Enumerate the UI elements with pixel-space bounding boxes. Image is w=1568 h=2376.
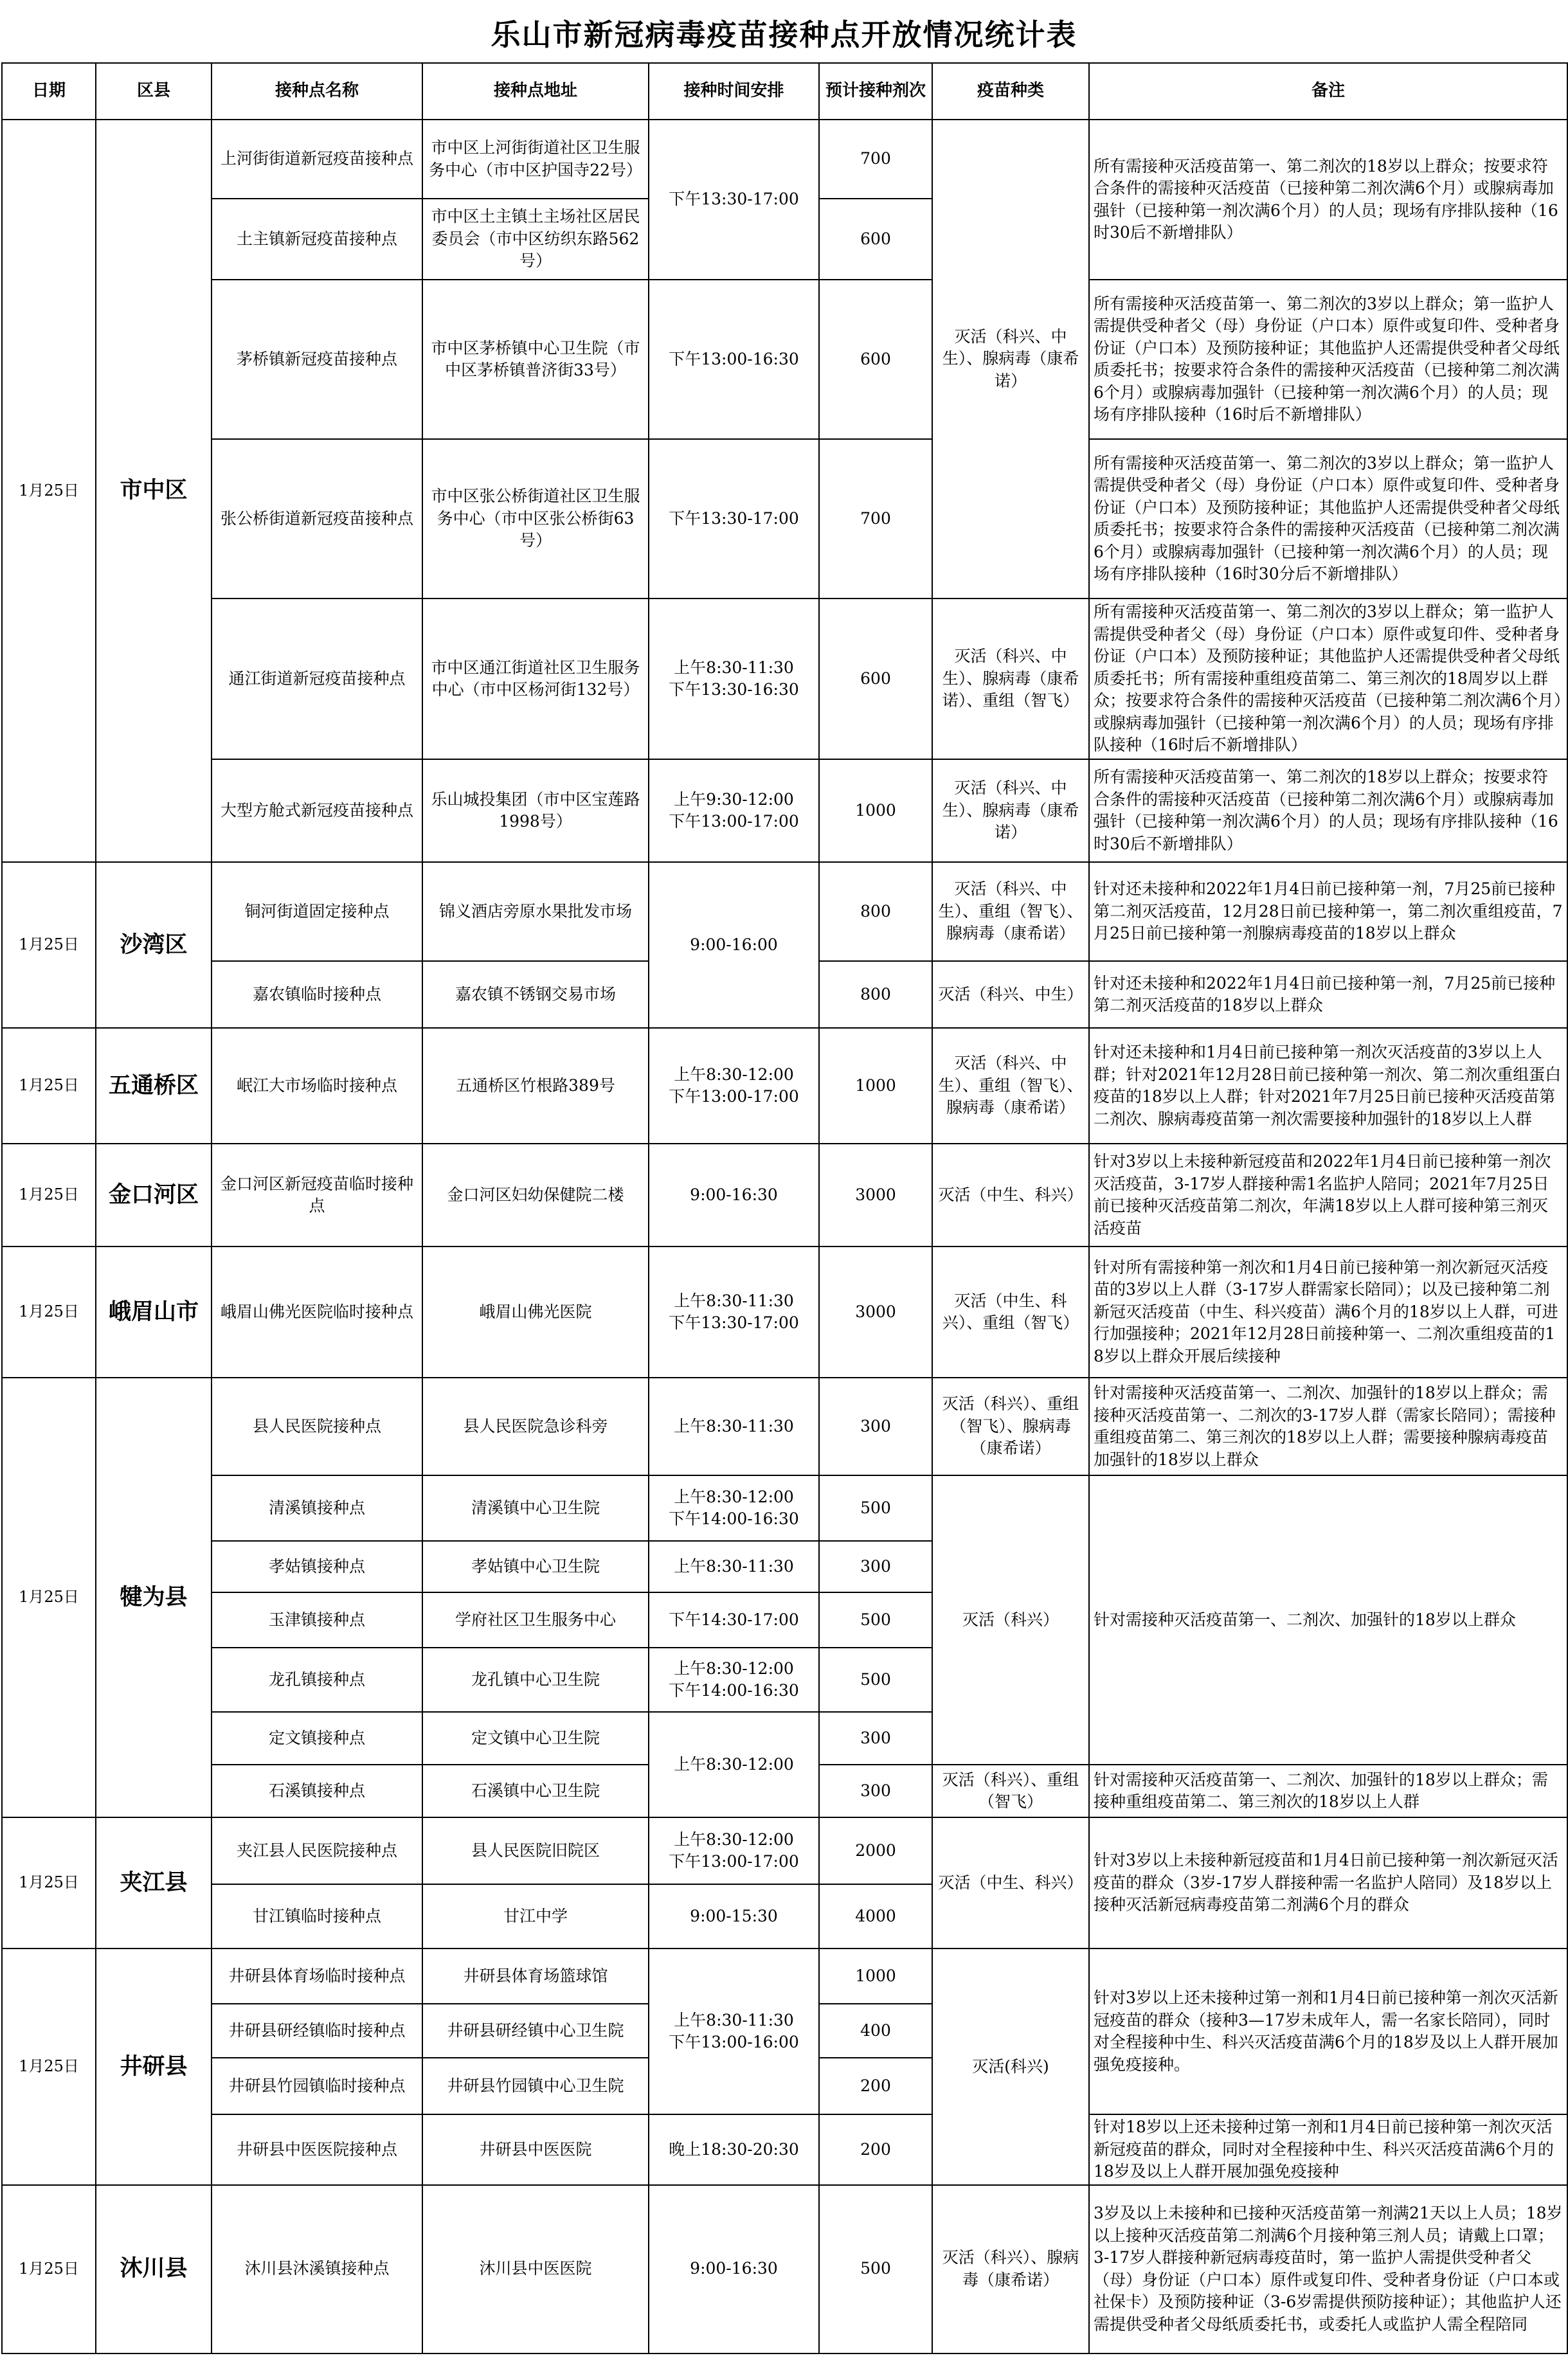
site-name-cell: 峨眉山佛光医院临时接种点	[212, 1246, 422, 1378]
table-row	[2, 1378, 1567, 1475]
site-name-cell: 孝姑镇接种点	[212, 1541, 422, 1592]
table-row	[2, 1028, 1567, 1144]
schedule-cell: 下午13:30-17:00	[649, 120, 819, 280]
site-address-cell: 县人民医院旧院区	[422, 1817, 649, 1884]
table-row	[2, 1949, 1567, 2004]
schedule-cell: 晚上18:30-20:30	[649, 2114, 819, 2185]
site-address-cell: 孝姑镇中心卫生院	[422, 1541, 649, 1592]
table-row	[2, 1817, 1567, 1884]
doses-cell: 500	[819, 1648, 932, 1712]
site-address-cell: 五通桥区竹根路389号	[422, 1028, 649, 1144]
doses-cell: 600	[819, 598, 932, 759]
header-county: 区县	[96, 63, 212, 120]
date-cell: 1月25日	[2, 120, 96, 862]
vaccine-type-cell: 灭活（科兴、中生）、腺病毒（康希诺）、重组（智飞）	[932, 598, 1089, 759]
header-date: 日期	[2, 63, 96, 120]
vaccine-type-cell: 灭活（科兴、中生）、重组（智飞）、腺病毒（康希诺）	[932, 1028, 1089, 1144]
site-address-cell: 甘江中学	[422, 1884, 649, 1949]
table-row	[2, 598, 1567, 759]
schedule-cell: 上午8:30-11:30 下午13:30-17:00	[649, 1246, 819, 1378]
schedule-cell: 9:00-16:30	[649, 1144, 819, 1246]
site-name-cell: 甘江镇临时接种点	[212, 1884, 422, 1949]
table-row	[2, 2114, 1567, 2185]
site-name-cell: 张公桥街道新冠疫苗接种点	[212, 439, 422, 598]
site-address-cell: 市中区土主镇土主场社区居民委员会（市中区纺织东路562号）	[422, 199, 649, 280]
notes-cell: 所有需接种灭活疫苗第一、第二剂次的18岁以上群众；按要求符合条件的需接种灭活疫苗（已接种第二剂次满6个月）或腺病毒加强针（已接种第一剂次满6个月）的人员；现场有序排队接种（16时30后不新增排队）	[1089, 759, 1567, 862]
header-schedule: 接种时间安排	[649, 63, 819, 120]
site-name-cell: 井研县体育场临时接种点	[212, 1949, 422, 2004]
county-cell: 夹江县	[96, 1817, 212, 1949]
site-name-cell: 县人民医院接种点	[212, 1378, 422, 1475]
header-site-name: 接种点名称	[212, 63, 422, 120]
site-name-cell: 井研县竹园镇临时接种点	[212, 2058, 422, 2114]
site-address-cell: 井研县竹园镇中心卫生院	[422, 2058, 649, 2114]
notes-cell: 针对还未接种和2022年1月4日前已接种第一剂，7月25前已接种第二剂灭活疫苗，12月28日前已接种第一，第二剂次重组疫苗，7月25日前已接种第一剂腺病毒疫苗的18岁以上群众	[1089, 862, 1567, 961]
doses-cell: 700	[819, 439, 932, 598]
site-name-cell: 岷江大市场临时接种点	[212, 1028, 422, 1144]
doses-cell: 800	[819, 862, 932, 961]
site-name-cell: 井研县中医医院接种点	[212, 2114, 422, 2185]
site-address-cell: 井研县研经镇中心卫生院	[422, 2004, 649, 2058]
header-row	[2, 63, 1567, 120]
doses-cell: 800	[819, 961, 932, 1028]
notes-cell: 针对3岁以上未接种新冠疫苗和1月4日前已接种第一剂次新冠灭活疫苗的群众（3岁-17岁人群接种需一名监护人陪同）及18岁以上接种灭活新冠病毒疫苗第二剂满6个月的群众	[1089, 1817, 1567, 1949]
doses-cell: 1000	[819, 1949, 932, 2004]
notes-cell: 所有需接种灭活疫苗第一、第二剂次的3岁以上群众；第一监护人需提供受种者父（母）身份证（户口本）原件或复印件、受种者身份证（户口本）及预防接种证；其他监护人还需提供受种者父母纸质委托书；按要求符合条件的需接种灭活疫苗（已接种第二剂次满6个月）或腺病毒加强针（已接种第一剂次满6个月）的人员；现场有序排队接种（16时后不新增排队）	[1089, 280, 1567, 439]
county-cell: 五通桥区	[96, 1028, 212, 1144]
table-row	[2, 1246, 1567, 1378]
doses-cell: 3000	[819, 1144, 932, 1246]
site-name-cell: 铜河街道固定接种点	[212, 862, 422, 961]
schedule-cell: 9:00-15:30	[649, 1884, 819, 1949]
notes-cell: 针对需接种灭活疫苗第一、二剂次、加强针的18岁以上群众	[1089, 1475, 1567, 1765]
county-cell: 井研县	[96, 1949, 212, 2185]
doses-cell: 500	[819, 1475, 932, 1541]
site-address-cell: 石溪镇中心卫生院	[422, 1765, 649, 1817]
site-address-cell: 清溪镇中心卫生院	[422, 1475, 649, 1541]
schedule-cell: 下午14:30-17:00	[649, 1592, 819, 1648]
date-cell: 1月25日	[2, 1246, 96, 1378]
doses-cell: 1000	[819, 1028, 932, 1144]
site-name-cell: 石溪镇接种点	[212, 1765, 422, 1817]
notes-cell: 针对需接种灭活疫苗第一、二剂次、加强针的18岁以上群众；需接种重组疫苗第二、第三剂次的18岁以上人群	[1089, 1765, 1567, 1817]
schedule-cell: 上午8:30-12:00 下午14:00-16:30	[649, 1648, 819, 1712]
vaccine-type-cell: 灭活（科兴、中生）、腺病毒（康希诺）	[932, 759, 1089, 862]
site-address-cell: 嘉农镇不锈钢交易市场	[422, 961, 649, 1028]
site-address-cell: 市中区上河街街道社区卫生服务中心（市中区护国寺22号）	[422, 120, 649, 199]
doses-cell: 700	[819, 120, 932, 199]
table-row	[2, 759, 1567, 862]
vaccine-type-cell: 灭活（科兴）、重组（智飞）	[932, 1765, 1089, 1817]
vaccine-type-cell: 灭活（科兴）	[932, 1475, 1089, 1765]
doses-cell: 1000	[819, 759, 932, 862]
table-row	[2, 439, 1567, 598]
site-name-cell: 定文镇接种点	[212, 1712, 422, 1765]
doses-cell: 300	[819, 1765, 932, 1817]
site-address-cell: 乐山城投集团（市中区宝莲路1998号）	[422, 759, 649, 862]
notes-cell: 针对所有需接种第一剂次和1月4日前已接种第一剂次新冠灭活疫苗的3岁以上人群（3-17岁人群需家长陪同）；以及已接种第二剂新冠灭活疫苗（中生、科兴疫苗）满6个月的18岁以上人群，可进行加强接种；2021年12月28日前接种第一、二剂次重组疫苗的18岁以上群众开展后续接种	[1089, 1246, 1567, 1378]
date-cell: 1月25日	[2, 1144, 96, 1246]
schedule-cell: 下午13:30-17:00	[649, 439, 819, 598]
doses-cell: 600	[819, 280, 932, 439]
header-site-address: 接种点地址	[422, 63, 649, 120]
notes-cell: 所有需接种灭活疫苗第一、第二剂次的3岁以上群众；第一监护人需提供受种者父（母）身份证（户口本）原件或复印件、受种者身份证（户口本）及预防接种证；其他监护人还需提供受种者父母纸质委托书；按要求符合条件的需接种灭活疫苗（已接种第二剂次满6个月）或腺病毒加强针（已接种第一剂次满6个月）的人员；现场有序排队接种（16时30分后不新增排队）	[1089, 439, 1567, 598]
page-title: 乐山市新冠病毒疫苗接种点开放情况统计表	[491, 17, 1077, 52]
schedule-cell: 9:00-16:00	[649, 862, 819, 1028]
table-row	[2, 862, 1567, 961]
notes-cell: 针对还未接种和2022年1月4日前已接种第一剂，7月25前已接种第二剂灭活疫苗的18岁以上群众	[1089, 961, 1567, 1028]
site-address-cell: 市中区张公桥街道社区卫生服务中心（市中区张公桥街63号）	[422, 439, 649, 598]
table-row	[2, 120, 1567, 199]
date-cell: 1月25日	[2, 1949, 96, 2185]
schedule-cell: 上午8:30-12:00 下午13:00-17:00	[649, 1817, 819, 1884]
schedule-cell: 上午8:30-11:30	[649, 1541, 819, 1592]
site-address-cell: 井研县体育场篮球馆	[422, 1949, 649, 2004]
site-name-cell: 龙孔镇接种点	[212, 1648, 422, 1712]
header-notes: 备注	[1089, 63, 1567, 120]
date-cell: 1月25日	[2, 862, 96, 1028]
notes-cell: 针对需接种灭活疫苗第一、二剂次、加强针的18岁以上群众；需接种灭活疫苗第一、二剂次的3-17岁人群（需家长陪同）；需接种重组疫苗第二、第三剂次的18岁以上人群；需要接种腺病毒疫苗加强针的18岁以上群众	[1089, 1378, 1567, 1475]
county-cell: 沐川县	[96, 2185, 212, 2354]
site-address-cell: 学府社区卫生服务中心	[422, 1592, 649, 1648]
site-address-cell: 县人民医院急诊科旁	[422, 1378, 649, 1475]
site-address-cell: 龙孔镇中心卫生院	[422, 1648, 649, 1712]
site-name-cell: 夹江县人民医院接种点	[212, 1817, 422, 1884]
site-address-cell: 井研县中医医院	[422, 2114, 649, 2185]
schedule-cell: 9:00-16:30	[649, 2185, 819, 2354]
schedule-cell: 上午8:30-12:00 下午13:00-17:00	[649, 1028, 819, 1144]
schedule-cell: 上午8:30-11:30 下午13:00-16:00	[649, 1949, 819, 2114]
schedule-cell: 上午8:30-12:00 下午14:00-16:30	[649, 1475, 819, 1541]
site-address-cell: 锦义酒店旁原水果批发市场	[422, 862, 649, 961]
date-cell: 1月25日	[2, 1817, 96, 1949]
county-cell: 峨眉山市	[96, 1246, 212, 1378]
site-address-cell: 金口河区妇幼保健院二楼	[422, 1144, 649, 1246]
schedule-cell: 上午8:30-11:30 下午13:30-16:30	[649, 598, 819, 759]
doses-cell: 400	[819, 2004, 932, 2058]
site-name-cell: 通江街道新冠疫苗接种点	[212, 598, 422, 759]
notes-cell: 针对3岁以上还未接种过第一剂和1月4日前已接种第一剂次灭活新冠疫苗的群众（接种3—17岁未成年人，需一名家长陪同），同时对全程接种中生、科兴灭活疫苗满6个月的18岁及以上人群开展加强免疫接种。	[1089, 1949, 1567, 2114]
vaccine-type-cell: 灭活（科兴）、重组（智飞）、腺病毒（康希诺）	[932, 1378, 1089, 1475]
vaccine-type-cell: 灭活（科兴、中生）	[932, 961, 1089, 1028]
doses-cell: 300	[819, 1712, 932, 1765]
date-cell: 1月25日	[2, 2185, 96, 2354]
vaccine-type-cell: 灭活（科兴）、腺病毒（康希诺）	[932, 2185, 1089, 2354]
table-row	[2, 1144, 1567, 1246]
county-cell: 犍为县	[96, 1378, 212, 1817]
doses-cell: 600	[819, 199, 932, 280]
notes-cell: 针对3岁以上未接种新冠疫苗和2022年1月4日前已接种第一剂次灭活疫苗，3-17岁人群接种需1名监护人陪同；2021年7月25日前已接种灭活疫苗第二剂次，年满18岁以上人群可接种第三剂灭活疫苗	[1089, 1144, 1567, 1246]
doses-cell: 200	[819, 2114, 932, 2185]
site-address-cell: 峨眉山佛光医院	[422, 1246, 649, 1378]
schedule-cell: 上午9:30-12:00 下午13:00-17:00	[649, 759, 819, 862]
site-name-cell: 土主镇新冠疫苗接种点	[212, 199, 422, 280]
doses-cell: 300	[819, 1541, 932, 1592]
doses-cell: 300	[819, 1378, 932, 1475]
doses-cell: 2000	[819, 1817, 932, 1884]
vaccine-type-cell: 灭活（科兴、中生）、重组（智飞）、腺病毒（康希诺）	[932, 862, 1089, 961]
site-name-cell: 茅桥镇新冠疫苗接种点	[212, 280, 422, 439]
schedule-cell: 上午8:30-12:00	[649, 1712, 819, 1817]
site-name-cell: 大型方舱式新冠疫苗接种点	[212, 759, 422, 862]
site-address-cell: 市中区茅桥镇中心卫生院（市中区茅桥镇普济街33号）	[422, 280, 649, 439]
site-name-cell: 金口河区新冠疫苗临时接种点	[212, 1144, 422, 1246]
site-address-cell: 沐川县中医医院	[422, 2185, 649, 2354]
vaccine-type-cell: 灭活（中生、科兴）、重组（智飞）	[932, 1246, 1089, 1378]
vaccination-table	[1, 62, 1568, 2354]
table-row	[2, 1475, 1567, 1541]
table-row	[2, 280, 1567, 439]
notes-cell: 所有需接种灭活疫苗第一、第二剂次的18岁以上群众；按要求符合条件的需接种灭活疫苗（已接种第二剂次满6个月）或腺病毒加强针（已接种第一剂次满6个月）的人员；现场有序排队接种（16时30后不新增排队）	[1089, 120, 1567, 280]
site-name-cell: 沐川县沐溪镇接种点	[212, 2185, 422, 2354]
doses-cell: 200	[819, 2058, 932, 2114]
vaccine-type-cell: 灭活（中生、科兴）	[932, 1817, 1089, 1949]
doses-cell: 3000	[819, 1246, 932, 1378]
notes-cell: 所有需接种灭活疫苗第一、第二剂次的3岁以上群众；第一监护人需提供受种者父（母）身份证（户口本）原件或复印件、受种者身份证（户口本）及预防接种证；其他监护人还需提供受种者父母纸质委托书；所有需接种重组疫苗第二、第三剂次的18周岁以上群众；按要求符合条件的需接种灭活疫苗（已接种第二剂次满6个月）或腺病毒加强针（已接种第一剂次满6个月）的人员；现场有序排队接种（16时后不新增排队）	[1089, 598, 1567, 759]
doses-cell: 4000	[819, 1884, 932, 1949]
site-name-cell: 嘉农镇临时接种点	[212, 961, 422, 1028]
county-cell: 沙湾区	[96, 862, 212, 1028]
date-cell: 1月25日	[2, 1378, 96, 1817]
doses-cell: 500	[819, 2185, 932, 2354]
site-name-cell: 井研县研经镇临时接种点	[212, 2004, 422, 2058]
site-name-cell: 玉津镇接种点	[212, 1592, 422, 1648]
site-address-cell: 市中区通江街道社区卫生服务中心（市中区杨河街132号）	[422, 598, 649, 759]
site-name-cell: 上河街街道新冠疫苗接种点	[212, 120, 422, 199]
county-cell: 金口河区	[96, 1144, 212, 1246]
notes-cell: 针对18岁以上还未接种过第一剂和1月4日前已接种第一剂次灭活新冠疫苗的群众，同时对全程接种中生、科兴灭活疫苗满6个月的18岁及以上人群开展加强免疫接种	[1089, 2114, 1567, 2185]
header-vaccine-type: 疫苗种类	[932, 63, 1089, 120]
header-doses: 预计接种剂次	[819, 63, 932, 120]
doses-cell: 500	[819, 1592, 932, 1648]
table-row	[2, 2185, 1567, 2354]
notes-cell: 3岁及以上未接种和已接种灭活疫苗第一剂满21天以上人员；18岁以上接种灭活疫苗第二剂满6个月接种第三剂人员；请戴上口罩；3-17岁人群接种新冠病毒疫苗时，第一监护人需提供受种者父（母）身份证（户口本）原件或复印件、受种者身份证（户口本或社保卡）及预防接种证（3-6岁需提供预防接种证）；其他监护人还需提供受种者父母纸质委托书，或委托人或监护人需全程陪同	[1089, 2185, 1567, 2354]
vaccine-type-cell: 灭活(科兴)	[932, 1949, 1089, 2185]
schedule-cell: 下午13:00-16:30	[649, 280, 819, 439]
vaccine-type-cell: 灭活（科兴、中生）、腺病毒（康希诺）	[932, 120, 1089, 598]
vaccine-type-cell: 灭活（中生、科兴）	[932, 1144, 1089, 1246]
schedule-cell: 上午8:30-11:30	[649, 1378, 819, 1475]
county-cell: 市中区	[96, 120, 212, 862]
site-address-cell: 定文镇中心卫生院	[422, 1712, 649, 1765]
notes-cell: 针对还未接种和1月4日前已接种第一剂次灭活疫苗的3岁以上人群；针对2021年12月28日前已接种第一剂次、第二剂次重组蛋白疫苗的18岁以上人群；针对2021年7月25日前已接种灭活疫苗第二剂次、腺病毒疫苗第一剂次需要接种加强针的18岁以上人群	[1089, 1028, 1567, 1144]
date-cell: 1月25日	[2, 1028, 96, 1144]
site-name-cell: 清溪镇接种点	[212, 1475, 422, 1541]
